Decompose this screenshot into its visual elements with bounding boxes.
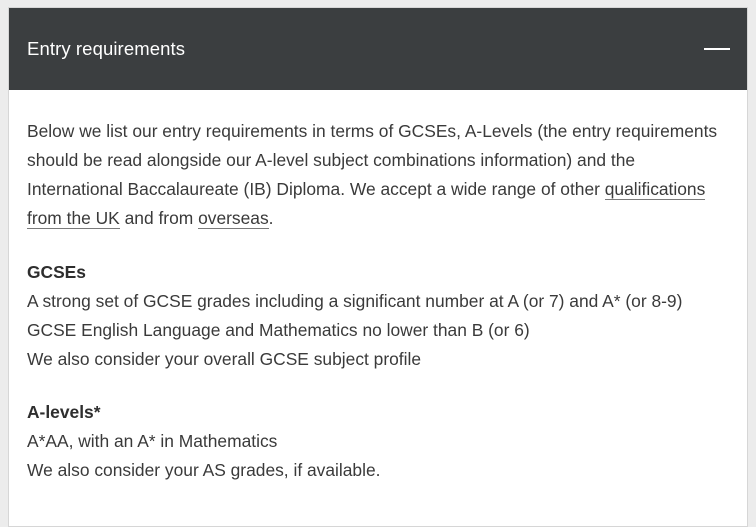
intro-paragraph [27, 117, 729, 233]
intro-text-end: . [268, 208, 274, 228]
entry-requirements-accordion [8, 7, 748, 527]
gcses-requirement: We also consider your overall GCSE subject profile [27, 349, 422, 369]
gcses-heading: GCSEs [27, 262, 86, 282]
alevels-section [27, 398, 729, 485]
gcses-section [27, 258, 729, 374]
accordion-header[interactable] [9, 8, 747, 90]
minus-icon[interactable] [704, 41, 730, 57]
gcses-requirement: GCSE English Language and Mathematics no lower than B (or 6) [27, 320, 530, 340]
uk-qualifications-link[interactable]: qualifications from the UK [27, 179, 706, 228]
gcses-requirement: A strong set of GCSE grades including a significant number at A (or 7) and A* (or 8-9) [27, 291, 683, 311]
accordion-body [9, 90, 747, 485]
overseas-link[interactable]: overseas [198, 208, 269, 228]
alevels-requirement: We also consider your AS grades, if available. [27, 460, 381, 480]
intro-text-middle: and from [119, 208, 199, 228]
intro-text: Below we list our entry requirements in terms of GCSEs, A-Levels (the entry requirements should be read alongside our A-level subject combinations information) and the International Baccalaureate (IB) Diploma. We accept a wide range of other [27, 121, 718, 199]
alevels-requirement: A*AA, with an A* in Mathematics [27, 431, 278, 451]
alevels-heading: A-levels* [27, 402, 101, 422]
accordion-title: Entry requirements [27, 38, 186, 59]
